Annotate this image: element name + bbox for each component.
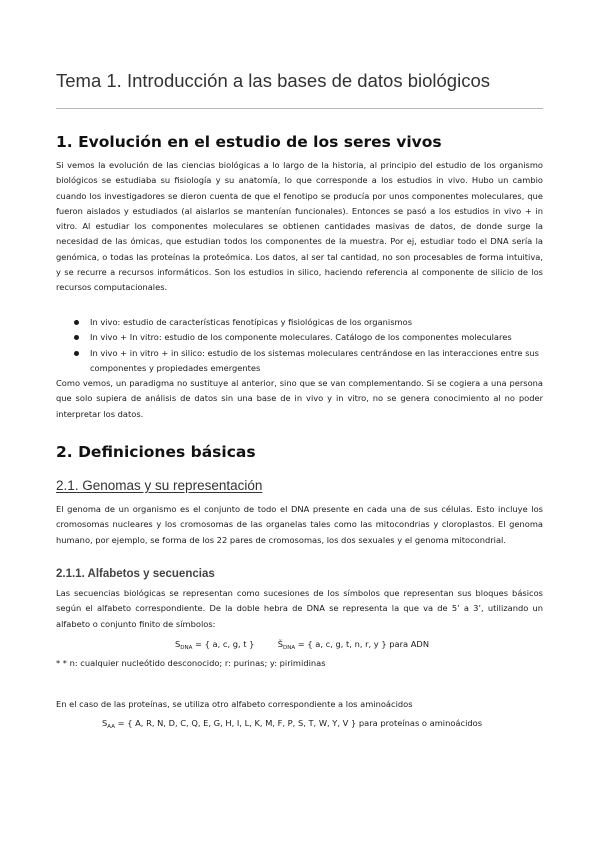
subsection-2-1-heading: 2.1. Genomas y su representación xyxy=(56,478,263,493)
section-1-heading: 1. Evolución en el estudio de los seres vivos xyxy=(56,133,442,151)
dna-alphabet-formula: $S_{DNA}$ = { a, c, g, t } $Š_{DNA}$ = { a, c, g, t, n, r, y } para ADN xyxy=(175,639,430,651)
list-item: In vivo: estudio de características fenotípicas y fisiológicas de los organismos xyxy=(56,315,543,330)
alphabet-note: * * n: cualquier nucleótido desconocido; r: purinas; y: pirimidinas xyxy=(56,658,326,668)
bullet-icon xyxy=(74,335,79,340)
bullet-icon xyxy=(74,320,79,325)
section-1-bullet-list xyxy=(56,315,543,376)
document-title: Tema 1. Introducción a las bases de datos biológicos xyxy=(56,70,490,91)
protein-intro-text: En el caso de las proteínas, se utiliza otro alfabeto correspondiente a los aminoácidos xyxy=(56,699,413,709)
section-1-paragraph: Si vemos la evolución de las ciencias biológicas a lo largo de la historia, al principio del estudio de los organismo biológicos se estudiaba su fisiología y su anatomía, lo que corresponde a los estudios in vivo. Hubo un cambio cuando los investigadores se dieron cuenta de que el fenotipo se producía por unos componentes moleculares, que fueron aislados y estudiados (al aislarlos se mantenían funcionales). Entonces se pasó a los estudios in vivo + in vitro. Al estudiar los componentes moleculares se obtienen cantidades masivas de datos, de donde surge la necesidad de las ómicas, que estudian todos los componentes de la muestra. Por ej, estudiar todo el DNA sería la genómica, o todas las proteínas la proteómica. Los datos, al ser tal cantidad, no son procesables de forma intuitiva, y se recurre a recursos informáticos. Son los estudios in silico, haciendo referencia al componente de silicio de los recursos computacionales. xyxy=(56,160,543,293)
section-1-closing-paragraph: Como vemos, un paradigma no sustituye al anterior, sino que se van complementando. Si se cogiera a una persona que solo supiera de análisis de datos sin una base de in vivo y in vitro, no se genera conocimiento al no poder interpretar los datos. xyxy=(56,378,543,419)
section-2-heading: 2. Definiciones básicas xyxy=(56,443,256,461)
title-divider xyxy=(56,108,543,109)
bullet-icon xyxy=(74,351,79,356)
subsection-2-1-paragraph: El genoma de un organismo es el conjunto de todo el DNA presente en cada una de sus células. Esto incluye los cromosomas nucleares y los cromosomas de las organelas tales como las mitocondrias y cloroplastos. El genoma humano, por ejemplo, se forma de los 22 pares de cromosomas, los dos sexuales y el genoma mitocondrial. xyxy=(56,504,543,545)
list-item: In vivo + In vitro: estudio de los componente moleculares. Catálogo de los componentes moleculares xyxy=(56,330,543,345)
protein-alphabet-formula: $S_{AA}$ = { A, R, N, D, C, Q, E, G, H, I, L, K, M, F, P, S, T, W, Y, V } para proteínas o aminoácidos xyxy=(102,718,483,730)
list-item: In vivo + in vitro + in silico: estudio de los sistemas moleculares centrándose en las interacciones entre sus componentes y propiedades emergentes xyxy=(56,346,543,377)
subsection-2-1-1-paragraph: Las secuencias biológicas se representan como sucesiones de los símbolos que representan sus bloques básicos según el alfabeto correspondiente. De la doble hebra de DNA se representa la que va de 5’ a 3’, utilizando un alfabeto o conjunto finito de símbolos: xyxy=(56,588,543,629)
subsection-2-1-1-heading: 2.1.1. Alfabetos y secuencias xyxy=(56,568,215,580)
